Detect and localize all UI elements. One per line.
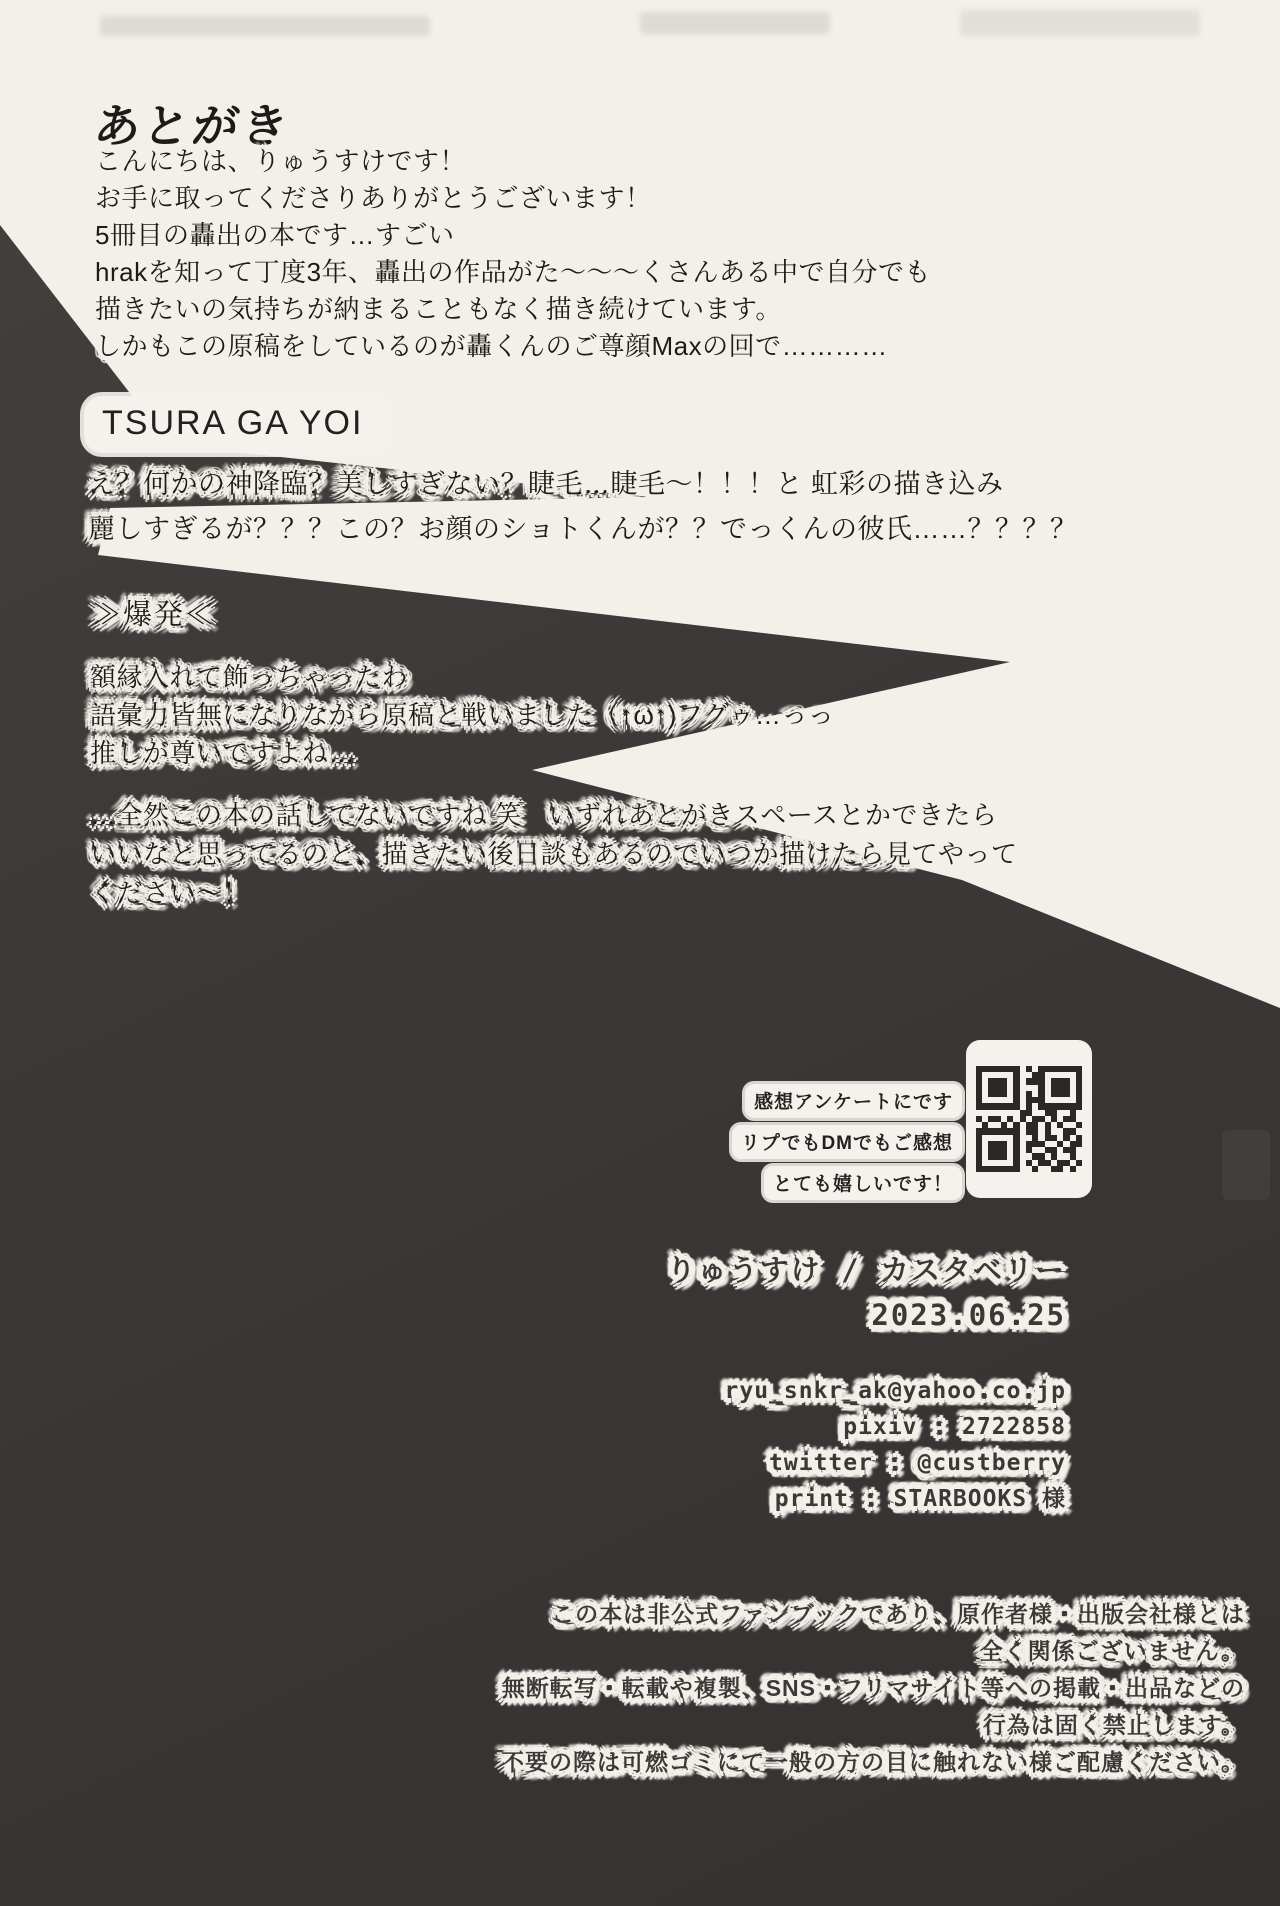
pixiv-id: pixiv : 2722858 <box>843 1414 1066 1440</box>
intro-line: 5冊目の轟出の本です…すごい <box>95 220 455 250</box>
closing-line: …全然この本の話してないですね 笑 いずれあとがきスペースとかできたら <box>90 800 998 830</box>
print-shop: print : STARBOOKS 様 <box>774 1486 1066 1512</box>
twitter-handle: twitter : @custberry <box>769 1450 1066 1476</box>
gakubuchi-paragraph <box>90 658 834 772</box>
artist-circle-name: りゅうすけ / カスタベリー <box>666 1253 1066 1287</box>
closing-paragraph <box>90 796 1018 913</box>
disclaimer-line: 全く関係ございません。 <box>979 1638 1245 1664</box>
intro-paragraph <box>95 143 931 365</box>
qr-note-line: とても嬉しいです！ <box>764 1166 962 1200</box>
reaction-line: え？何かの神降臨？美しすぎない？睫毛…睫毛～！！！と 虹彩の描き込み <box>88 469 1004 499</box>
intro-line: hrakを知って丁度3年、轟出の作品がた～～～くさんある中で自分でも <box>95 257 932 287</box>
reaction-line: 麗しすぎるが？？？この？お顔のショトくんが？？でっくんの彼氏……？？？？ <box>88 514 1078 544</box>
disclaimer-line: 無断転写・転載や複製、SNS・フリマサイト等への掲載・出品などの <box>501 1675 1245 1701</box>
bakuhatsu-callout: ≫爆発≪ <box>92 599 217 631</box>
qr-note-line: リプでもDMでもご感想 <box>732 1125 962 1159</box>
release-date: 2023.06.25 <box>871 1298 1066 1332</box>
intro-line: しかもこの原稿をしているのが轟くんのご尊顔Maxの回で………… <box>95 331 888 361</box>
intro-line: 描きたいの気持ちが納まることもなく描き続けています。 <box>95 294 782 324</box>
closing-line: いいなと思ってるのと、描きたい後日談もあるのでいつか描けたら見てやって <box>90 839 1018 869</box>
disclaimer-line: この本は非公式ファンブックであり、原作者様・出版会社様とは <box>551 1601 1245 1627</box>
intro-line: こんにちは、りゅうすけです！ <box>95 146 467 176</box>
qr-note-stack <box>732 1084 962 1200</box>
gakubuchi-line: 語彙力皆無になりながら原稿と戦いました（↑ω↑)フグゥ…っっ <box>90 700 835 730</box>
credits-block <box>667 1248 1066 1517</box>
disclaimer-block <box>501 1596 1245 1781</box>
gakubuchi-line: 推しが尊いですよね… <box>90 738 356 768</box>
disclaimer-line: 行為は固く禁止します。 <box>982 1712 1245 1738</box>
gakubuchi-line: 額縁入れて飾っちゃったわ <box>90 662 409 692</box>
qr-card <box>966 1040 1092 1198</box>
tsura-ga-yoi-bubble: TSURA GA YOI <box>84 396 389 453</box>
email-address: ryu_snkr_ak@yahoo.co.jp <box>724 1378 1066 1404</box>
disclaimer-line: 不要の際は可燃ゴミにて一般の方の目に触れない様ご配慮ください。 <box>501 1749 1245 1775</box>
reaction-paragraph <box>88 462 1077 552</box>
qr-code <box>976 1066 1082 1172</box>
qr-note-line: 感想アンケートにです <box>745 1084 962 1118</box>
afterword-title: あとがき <box>90 100 295 152</box>
intro-line: お手に取ってくださりありがとうございます！ <box>95 183 652 213</box>
closing-line: ください～！ <box>90 878 250 908</box>
